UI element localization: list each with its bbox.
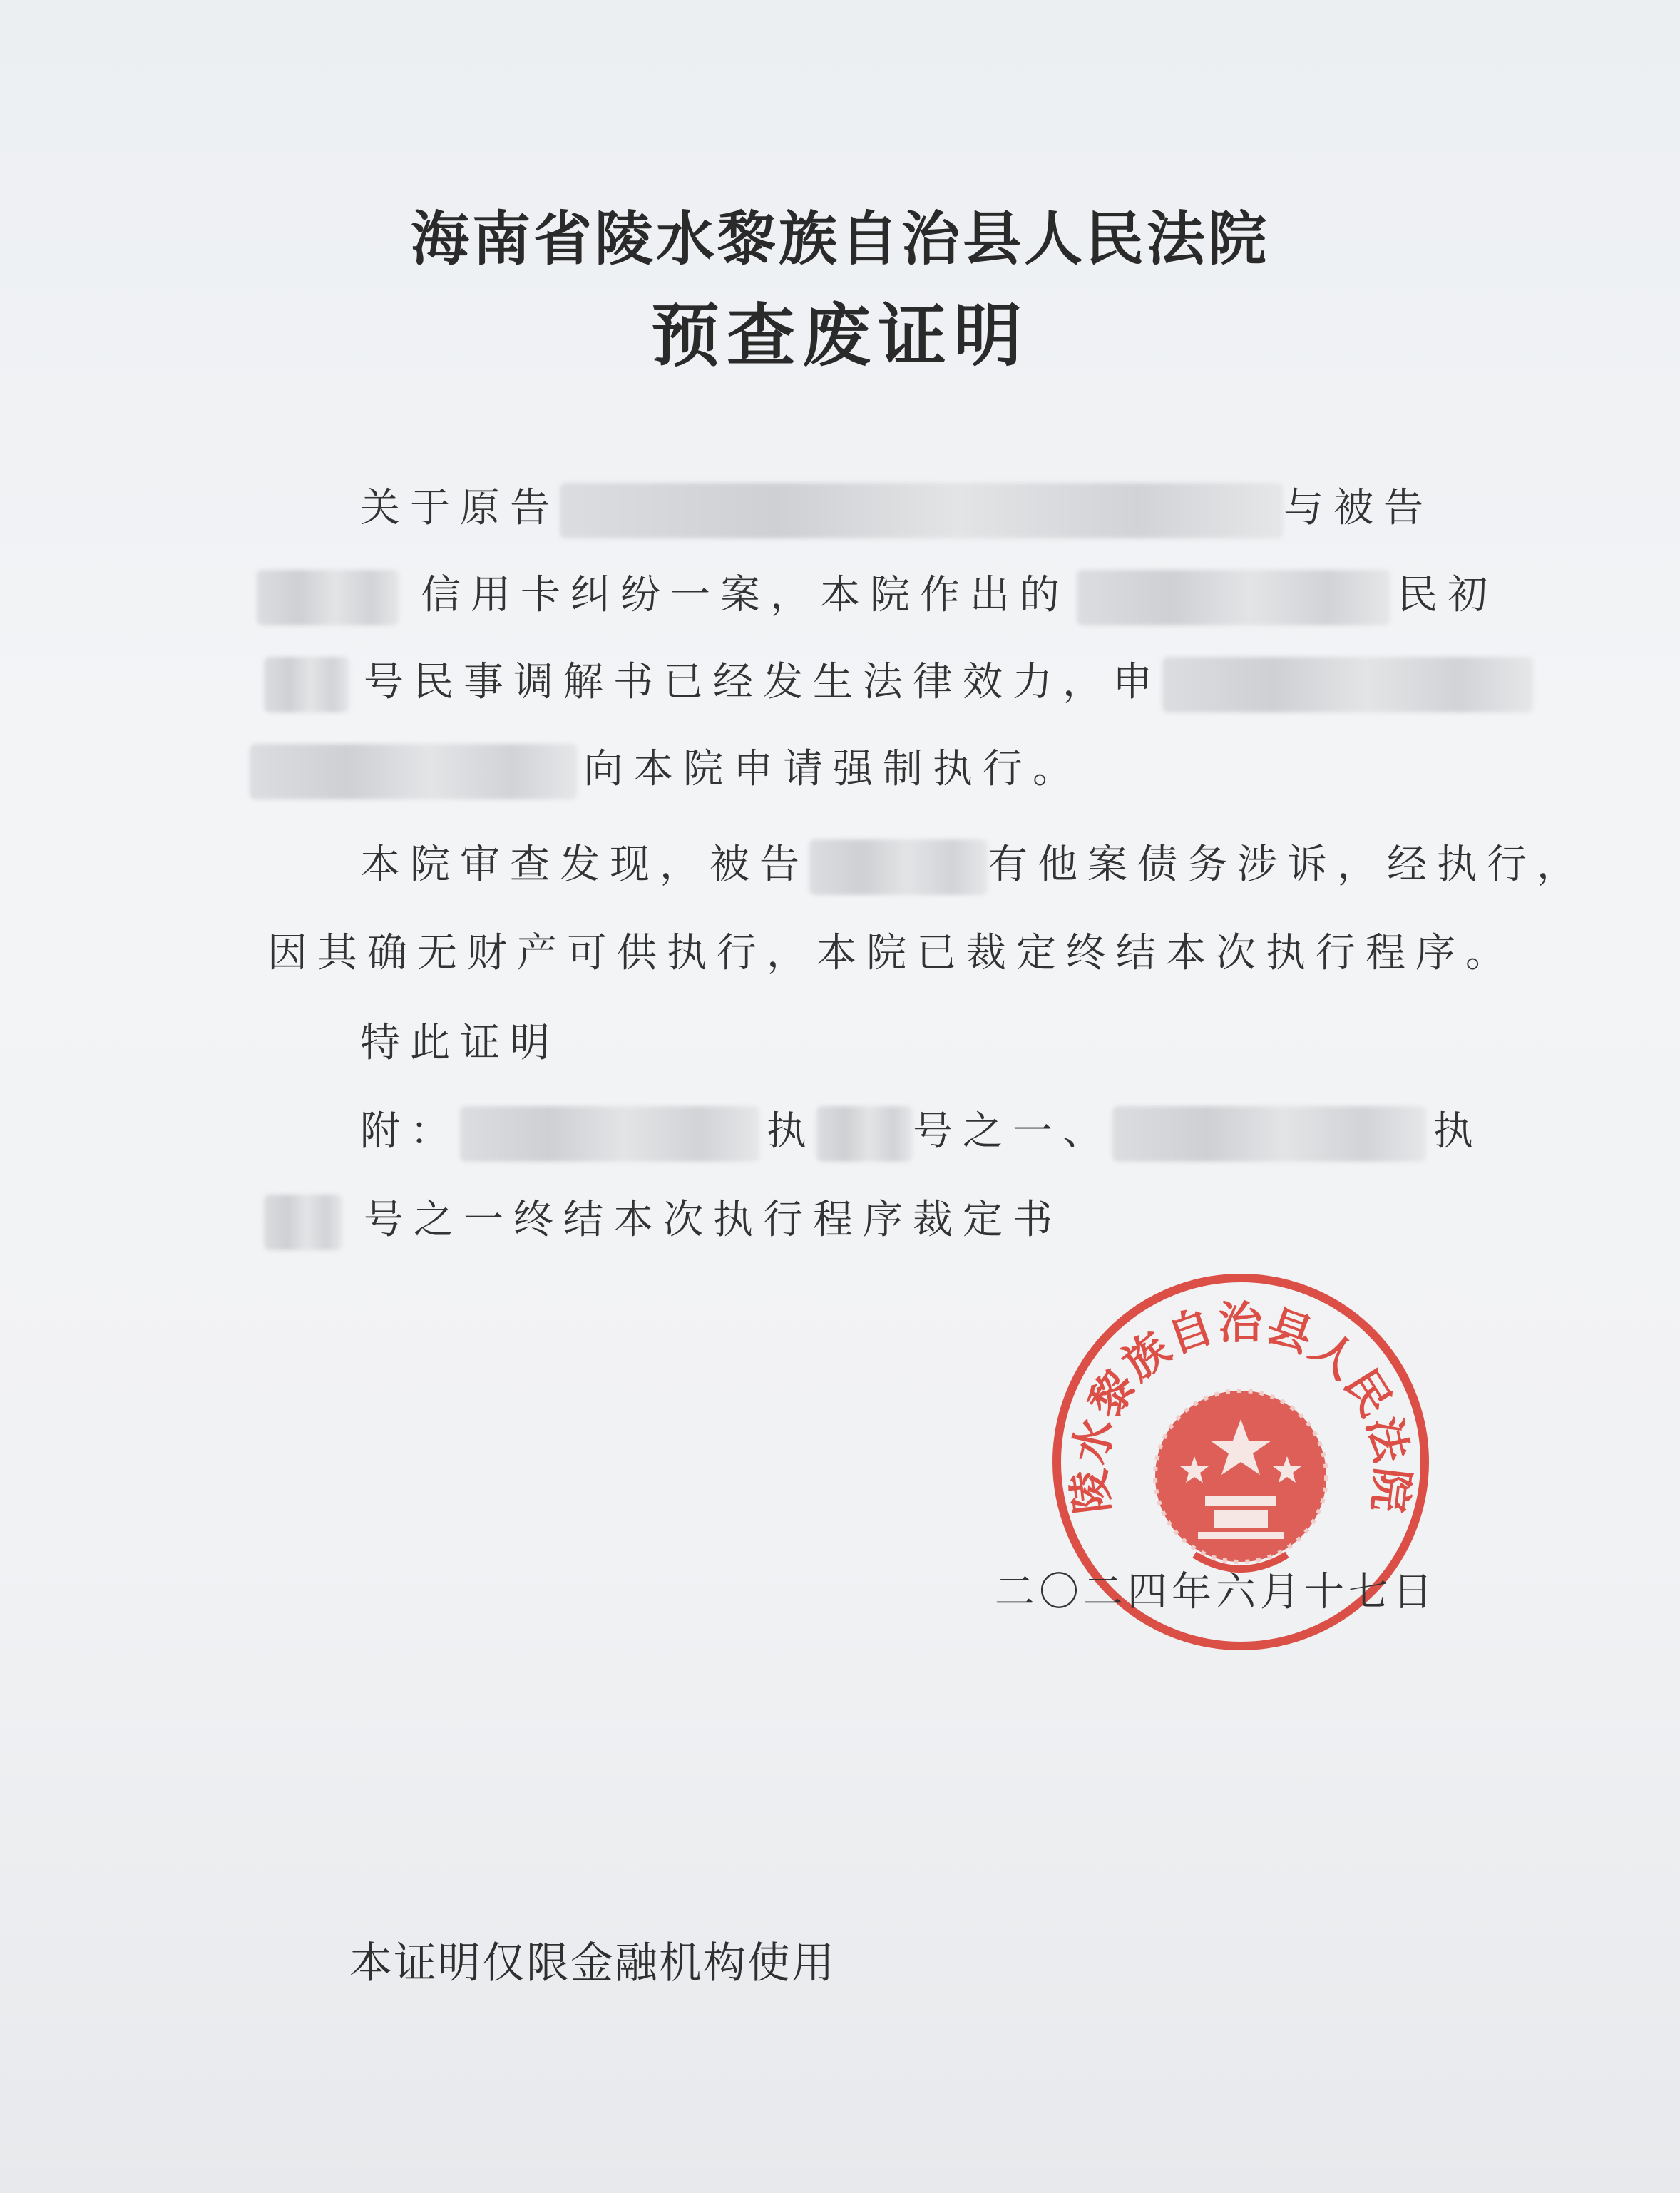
paragraph-1-line-1 [360, 476, 1433, 538]
text-segment: 向本院申请强制执行。 [583, 746, 1082, 792]
text-segment: 执 [767, 1108, 816, 1155]
text-segment: 有他案债务涉诉，经执行， [988, 842, 1587, 888]
text-segment: 附： [360, 1108, 460, 1155]
paragraph-3: 特此证明 [360, 1020, 560, 1066]
redacted-number [264, 1195, 342, 1250]
redacted-case-number [1077, 570, 1390, 625]
text-segment: 号民事调解书已经发生法律效力，申 [364, 659, 1162, 705]
text-segment: 号之一、 [913, 1108, 1112, 1155]
usage-restriction-note: 本证明仅限金融机构使用 [349, 1938, 836, 1988]
text-segment: 民初 [1398, 572, 1497, 618]
redacted-defendant-name [809, 839, 988, 895]
redacted-defendant [257, 570, 399, 625]
paragraph-1-line-4 [250, 737, 1082, 799]
paragraph-1-line-2 [257, 563, 1497, 625]
redacted-plaintiff [560, 483, 1284, 538]
text-segment: 与被告 [1284, 485, 1433, 531]
national-emblem-icon [1155, 1391, 1326, 1569]
redacted-case-ref-1 [460, 1106, 759, 1162]
court-name: 海南省陵水黎族自治县人民法院 [410, 205, 1269, 273]
text-segment: 执 [1433, 1108, 1483, 1155]
redacted-number [264, 657, 349, 712]
text-segment: 信用卡纠纷一案，本院作出的 [421, 572, 1070, 618]
attachment-line-2 [264, 1188, 1062, 1250]
paragraph-2-line-1 [360, 833, 1587, 895]
paragraph-1-line-3 [264, 650, 1533, 712]
attachment-line-1 [360, 1100, 1483, 1162]
text-segment: 本院审查发现，被告 [360, 842, 809, 888]
document-title: 预查废证明 [651, 295, 1029, 376]
paragraph-2-line-2: 因其确无财产可供执行，本院已裁定终结本次执行程序。 [267, 930, 1515, 976]
redacted-number [816, 1106, 913, 1162]
redacted-applicant-cont [250, 744, 578, 799]
redacted-case-ref-2 [1112, 1106, 1426, 1162]
text-segment: 号之一终结本次执行程序裁定书 [364, 1197, 1062, 1243]
issue-date: 二〇二四年六月十七日 [995, 1569, 1437, 1615]
text-segment: 关于原告 [360, 485, 560, 531]
seal-text: 陵水黎族自治县人民法院 [1062, 1297, 1420, 1517]
redacted-applicant [1162, 657, 1533, 712]
